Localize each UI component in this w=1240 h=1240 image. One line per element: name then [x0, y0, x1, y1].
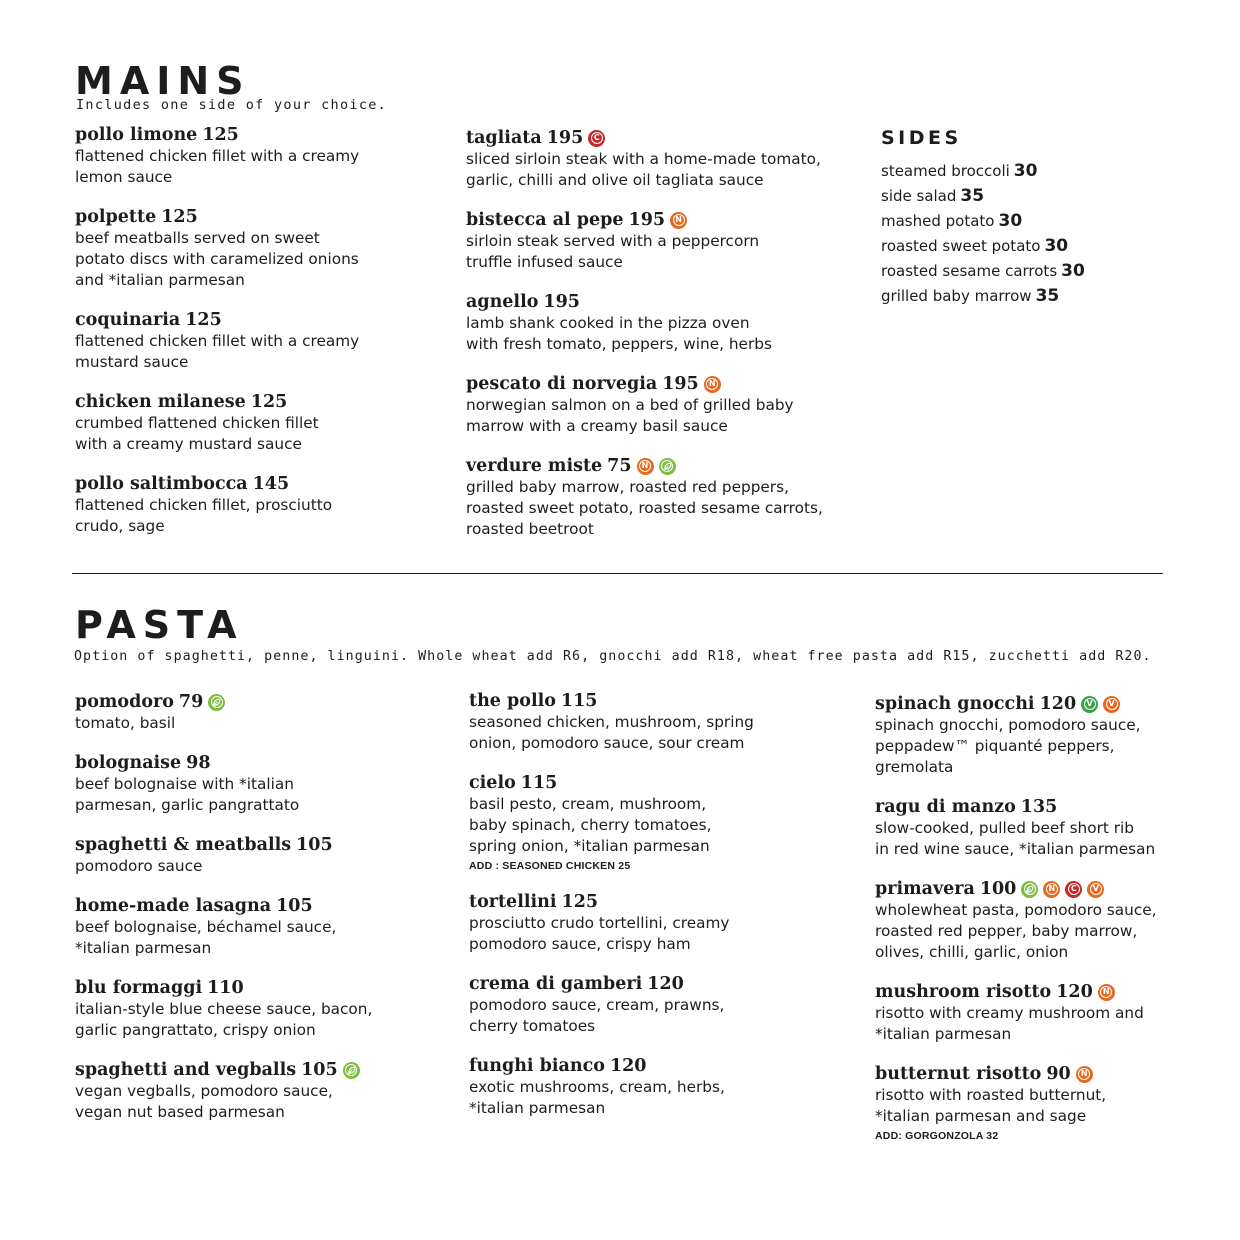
- menu-item-price: 120: [609, 1056, 647, 1076]
- menu-item-name: spinach gnocchi: [875, 694, 1035, 714]
- description-line: risotto with creamy mushroom and: [875, 1004, 1144, 1022]
- description-line: in red wine sauce, *italian parmesan: [875, 840, 1156, 858]
- menu-item: [466, 291, 856, 355]
- description-line: beef bolognaise with *italian: [75, 775, 294, 793]
- menu-item-addon: ADD : SEASONED CHICKEN 25: [469, 860, 631, 872]
- description-line: flattened chicken fillet, prosciutto: [75, 496, 333, 514]
- description-line: norwegian salmon on a bed of grilled baby: [466, 396, 794, 414]
- menu-item-title: [469, 690, 859, 712]
- menu-item-description: [875, 1085, 1175, 1127]
- description-line: flattened chicken fillet with a creamy: [75, 332, 360, 350]
- sides-list: [881, 159, 1181, 309]
- description-line: baby spinach, cherry tomatoes,: [469, 816, 712, 834]
- menu-item-addon: ADD: GORGONZOLA 32: [875, 1130, 999, 1142]
- menu-item-name: pollo saltimbocca: [75, 474, 248, 494]
- menu-item: [875, 1063, 1175, 1143]
- menu-item-price: 125: [202, 125, 239, 145]
- menu-item-price: 145: [252, 474, 290, 494]
- menu-item: [469, 772, 859, 873]
- description-line: italian-style blue cheese sauce, bacon,: [75, 1000, 373, 1018]
- menu-item-name: bolognaise: [75, 753, 182, 773]
- menu-item-price: 120: [647, 974, 684, 994]
- menu-item-title: [75, 834, 455, 856]
- description-line: pomodoro sauce, crispy ham: [469, 935, 691, 953]
- description-line: cherry tomatoes: [469, 1017, 596, 1035]
- menu-item-description: [75, 917, 455, 959]
- menu-item-name: pescato di norvegia: [466, 374, 658, 394]
- nuts-icon: N: [704, 376, 721, 393]
- menu-item-description: [466, 313, 856, 355]
- description-line: spinach gnocchi, pomodoro sauce,: [875, 716, 1141, 734]
- menu-item-title: [75, 977, 455, 999]
- menu-item-title: [875, 878, 1175, 900]
- menu-item: [75, 895, 455, 959]
- menu-item-name: polpette: [75, 207, 157, 227]
- menu-item-description: [75, 856, 455, 877]
- nuts-icon: N: [670, 212, 687, 229]
- menu-item-description: [875, 1003, 1175, 1045]
- menu-item-description: [75, 146, 445, 188]
- menu-item-name: bistecca al pepe: [466, 210, 624, 230]
- menu-item-title: [875, 981, 1175, 1003]
- description-line: mustard sauce: [75, 353, 189, 371]
- menu-item-price: 115: [560, 691, 598, 711]
- pasta-title: PASTA: [75, 603, 244, 647]
- menu-item-description: [875, 818, 1175, 860]
- description-line: slow-cooked, pulled beef short rib: [875, 819, 1134, 837]
- menu-item-title: [75, 691, 455, 713]
- description-line: prosciutto crudo tortellini, creamy: [469, 914, 730, 932]
- vegan-leaf-icon: [659, 458, 676, 475]
- description-line: truffle infused sauce: [466, 253, 623, 271]
- description-line: garlic pangrattato, crispy onion: [75, 1021, 316, 1039]
- menu-item-price: 90: [1046, 1064, 1071, 1084]
- side-item: [881, 259, 1181, 284]
- description-line: gremolata: [875, 758, 954, 776]
- menu-item-title: [469, 891, 859, 913]
- side-item-name: mashed potato: [881, 212, 995, 230]
- menu-item-price: 110: [207, 978, 244, 998]
- menu-item-description: [875, 900, 1175, 963]
- description-line: lemon sauce: [75, 168, 173, 186]
- description-line: *italian parmesan: [469, 1099, 606, 1117]
- menu-item-price: 195: [662, 374, 699, 394]
- description-line: pomodoro sauce: [75, 857, 203, 875]
- description-line: onion, pomodoro sauce, sour cream: [469, 734, 745, 752]
- menu-item-description: [466, 231, 856, 273]
- menu-item: [466, 455, 856, 540]
- menu-item: [466, 209, 856, 273]
- side-item: [881, 159, 1181, 184]
- menu-item-name: pollo limone: [75, 125, 198, 145]
- menu-item-price: 105: [296, 835, 333, 855]
- menu-item-title: [875, 796, 1175, 818]
- menu-item-name: verdure miste: [466, 456, 603, 476]
- pasta-column-3: [875, 693, 1175, 1161]
- description-line: with fresh tomato, peppers, wine, herbs: [466, 335, 772, 353]
- dairy-free-icon: V: [1103, 696, 1120, 713]
- menu-item-price: 120: [1039, 694, 1077, 714]
- chilli-icon: C: [1065, 881, 1082, 898]
- section-divider: [72, 573, 1163, 574]
- nuts-icon: N: [1076, 1066, 1093, 1083]
- menu-item-name: agnello: [466, 292, 539, 312]
- menu-item-description: [469, 995, 859, 1037]
- menu-item: [469, 1055, 859, 1119]
- description-line: grilled baby marrow, roasted red peppers,: [466, 478, 789, 496]
- side-item-name: grilled baby marrow: [881, 287, 1032, 305]
- menu-item: [466, 373, 856, 437]
- menu-item: [75, 691, 455, 734]
- description-line: garlic, chilli and olive oil tagliata sauce: [466, 171, 764, 189]
- menu-item-price: 100: [979, 879, 1017, 899]
- menu-item: [469, 891, 859, 955]
- menu-item: [875, 878, 1175, 963]
- menu-item-name: crema di gamberi: [469, 974, 643, 994]
- menu-item-description: [75, 774, 455, 816]
- menu-item-price: 79: [178, 692, 204, 712]
- side-item-price: 30: [1061, 261, 1085, 281]
- menu-item-name: chicken milanese: [75, 392, 246, 412]
- menu-item-price: 98: [186, 753, 211, 773]
- menu-item-price: 195: [546, 128, 584, 148]
- description-line: vegan vegballs, pomodoro sauce,: [75, 1082, 333, 1100]
- menu-item-title: [75, 124, 445, 146]
- description-line: roasted red pepper, baby marrow,: [875, 922, 1138, 940]
- menu-item-title: [466, 127, 856, 149]
- sides-section: [881, 127, 1181, 309]
- menu-item: [469, 973, 859, 1037]
- sides-title: SIDES: [881, 127, 962, 149]
- vegan-leaf-icon: [343, 1062, 360, 1079]
- side-item: [881, 209, 1181, 234]
- side-item: [881, 184, 1181, 209]
- side-item-price: 30: [1044, 236, 1069, 256]
- menu-item: [875, 981, 1175, 1045]
- menu-item-name: spaghetti and vegballs: [75, 1060, 297, 1080]
- description-line: roasted sweet potato, roasted sesame carrots,: [466, 499, 823, 517]
- menu-item-name: tortellini: [469, 892, 557, 912]
- menu-item: [75, 752, 455, 816]
- menu-item-name: coquinaria: [75, 310, 181, 330]
- menu-item-price: 125: [161, 207, 198, 227]
- menu-item-name: funghi bianco: [469, 1056, 605, 1076]
- menu-item: [469, 690, 859, 754]
- menu-item-title: [469, 973, 859, 995]
- nuts-icon: N: [637, 458, 654, 475]
- menu-item-title: [466, 455, 856, 477]
- description-line: parmesan, garlic pangrattato: [75, 796, 300, 814]
- menu-item: [75, 206, 445, 291]
- mains-column-2: [466, 127, 856, 558]
- description-line: wholewheat pasta, pomodoro sauce,: [875, 901, 1157, 919]
- description-line: sliced sirloin steak with a home-made tomato,: [466, 150, 821, 168]
- description-line: and *italian parmesan: [75, 271, 245, 289]
- menu-item-description: [466, 477, 856, 540]
- menu-item-name: primavera: [875, 879, 975, 899]
- menu-item-price: 135: [1020, 797, 1058, 817]
- side-item-name: roasted sweet potato: [881, 237, 1041, 255]
- mains-column-1: [75, 124, 445, 555]
- menu-item-name: mushroom risotto: [875, 982, 1052, 1002]
- menu-item-title: [875, 693, 1175, 715]
- menu-item-price: 195: [543, 292, 580, 312]
- pasta-column-2: [469, 690, 859, 1137]
- menu-item-title: [466, 209, 856, 231]
- menu-item: [75, 1059, 455, 1123]
- side-item: [881, 284, 1181, 309]
- menu-item-price: 105: [301, 1060, 338, 1080]
- menu-item-description: [75, 228, 445, 291]
- description-line: marrow with a creamy basil sauce: [466, 417, 728, 435]
- description-line: olives, chilli, garlic, onion: [875, 943, 1069, 961]
- menu-item-title: [469, 772, 859, 794]
- description-line: roasted beetroot: [466, 520, 594, 538]
- menu-item-title: [469, 1055, 859, 1077]
- dairy-free-icon: V: [1087, 881, 1104, 898]
- description-line: *italian parmesan: [75, 939, 212, 957]
- menu-item-title: [75, 391, 445, 413]
- side-item-price: 30: [998, 211, 1023, 231]
- menu-item-description: [75, 1081, 455, 1123]
- description-line: flattened chicken fillet with a creamy: [75, 147, 360, 165]
- menu-item-description: [75, 713, 455, 734]
- description-line: lamb shank cooked in the pizza oven: [466, 314, 750, 332]
- menu-item-price: 125: [185, 310, 222, 330]
- side-item-price: 35: [1035, 286, 1060, 306]
- menu-item: [75, 834, 455, 877]
- menu-item-title: [466, 291, 856, 313]
- description-line: pomodoro sauce, cream, prawns,: [469, 996, 725, 1014]
- side-item: [881, 234, 1181, 259]
- description-line: crumbed flattened chicken fillet: [75, 414, 319, 432]
- mains-subtitle: Includes one side of your choice.: [76, 97, 388, 113]
- side-item-price: 35: [960, 186, 985, 206]
- side-item-name: steamed broccoli: [881, 162, 1010, 180]
- side-item-name: side salad: [881, 187, 957, 205]
- menu-item-name: spaghetti & meatballs: [75, 835, 292, 855]
- menu-item-price: 125: [561, 892, 599, 912]
- description-line: seasoned chicken, mushroom, spring: [469, 713, 754, 731]
- menu-item-title: [75, 895, 455, 917]
- chilli-icon: C: [588, 130, 605, 147]
- vegan-leaf-icon: [208, 694, 225, 711]
- menu-item: [75, 391, 445, 455]
- menu-item-name: tagliata: [466, 128, 542, 148]
- menu-item-price: 120: [1056, 982, 1093, 1002]
- description-line: risotto with roasted butternut,: [875, 1086, 1107, 1104]
- menu-item-title: [75, 309, 445, 331]
- description-line: vegan nut based parmesan: [75, 1103, 285, 1121]
- menu-item: [75, 124, 445, 188]
- vegetarian-icon: V: [1081, 696, 1098, 713]
- menu-item-title: [75, 1059, 455, 1081]
- description-line: spring onion, *italian parmesan: [469, 837, 710, 855]
- pasta-column-1: [75, 691, 455, 1141]
- menu-item-price: 105: [276, 896, 313, 916]
- menu-item-description: [469, 794, 859, 857]
- description-line: sirloin steak served with a peppercorn: [466, 232, 760, 250]
- menu-item-description: [75, 413, 445, 455]
- menu-item-name: home-made lasagna: [75, 896, 272, 916]
- menu-item-description: [466, 149, 856, 191]
- menu-item-description: [469, 913, 859, 955]
- menu-item-description: [75, 495, 445, 537]
- vegan-leaf-icon: [1021, 881, 1038, 898]
- menu-item-title: [75, 206, 445, 228]
- nuts-icon: N: [1043, 881, 1060, 898]
- description-line: crudo, sage: [75, 517, 165, 535]
- menu-item-title: [75, 473, 445, 495]
- side-item-price: 30: [1013, 161, 1038, 181]
- menu-item-price: 75: [607, 456, 632, 476]
- menu-item: [466, 127, 856, 191]
- description-line: with a creamy mustard sauce: [75, 435, 302, 453]
- menu-item: [75, 977, 455, 1041]
- menu-item-description: [469, 712, 859, 754]
- description-line: potato discs with caramelized onions: [75, 250, 359, 268]
- menu-item: [75, 309, 445, 373]
- description-line: *italian parmesan and sage: [875, 1107, 1087, 1125]
- mains-title: MAINS: [75, 59, 251, 103]
- description-line: basil pesto, cream, mushroom,: [469, 795, 707, 813]
- menu-item-description: [875, 715, 1175, 778]
- description-line: beef bolognaise, béchamel sauce,: [75, 918, 337, 936]
- menu-item-name: pomodoro: [75, 692, 174, 712]
- menu-item: [875, 796, 1175, 860]
- menu-item: [875, 693, 1175, 778]
- menu-item-title: [466, 373, 856, 395]
- menu-item-description: [466, 395, 856, 437]
- description-line: exotic mushrooms, cream, herbs,: [469, 1078, 725, 1096]
- menu-item-name: the pollo: [469, 691, 556, 711]
- description-line: tomato, basil: [75, 714, 176, 732]
- pasta-subtitle: Option of spaghetti, penne, linguini. Whole wheat add R6, gnocchi add R18, wheat free pasta add R15, zucchetti add R20.: [74, 649, 1152, 664]
- menu-item-title: [875, 1063, 1175, 1085]
- menu-item: [75, 473, 445, 537]
- menu-item-name: ragu di manzo: [875, 797, 1016, 817]
- menu-item-name: butternut risotto: [875, 1064, 1042, 1084]
- menu-item-description: [469, 1077, 859, 1119]
- description-line: peppadew™ piquanté peppers,: [875, 737, 1115, 755]
- menu-item-price: 195: [628, 210, 666, 230]
- menu-item-title: [75, 752, 455, 774]
- description-line: beef meatballs served on sweet: [75, 229, 320, 247]
- menu-item-description: [75, 999, 455, 1041]
- menu-item-name: cielo: [469, 773, 516, 793]
- description-line: *italian parmesan: [875, 1025, 1012, 1043]
- menu-item-name: blu formaggi: [75, 978, 203, 998]
- nuts-icon: N: [1098, 984, 1115, 1001]
- menu-item-description: [75, 331, 445, 373]
- menu-item-price: 115: [520, 773, 558, 793]
- menu-item-price: 125: [250, 392, 288, 412]
- side-item-name: roasted sesame carrots: [881, 262, 1058, 280]
